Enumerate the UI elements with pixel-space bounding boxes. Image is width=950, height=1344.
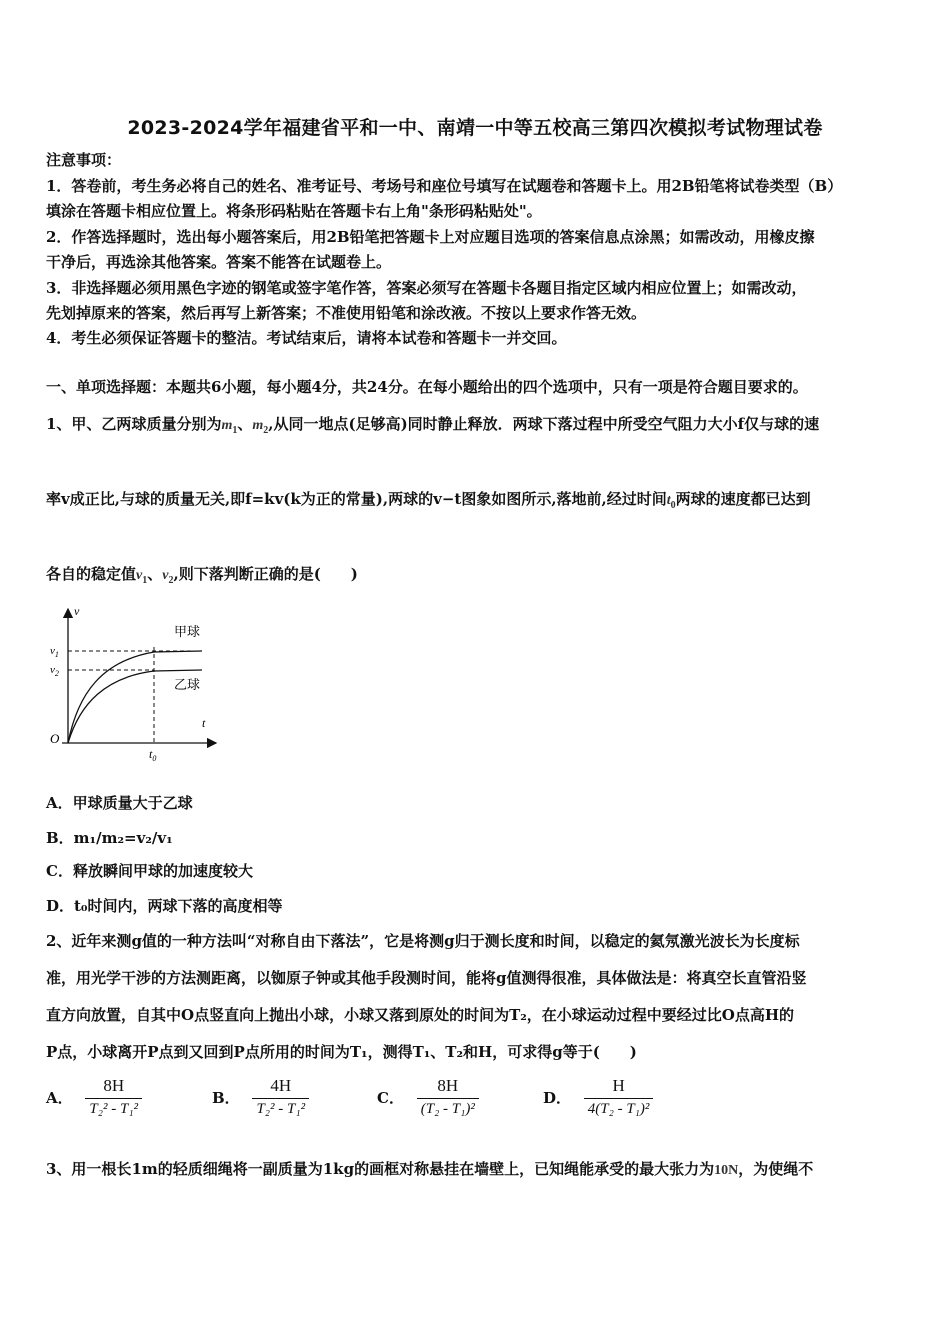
q1-line-1: 1、甲、乙两球质量分别为$m_1$、$m_2$,从同一地点(足够高)同时静止释放．两球下落过程中所受空气阻力大小f仅与球的速 [46,415,820,436]
q2-line-4: P点，小球离开P点到又回到P点所用的时间为T₁，测得T₁、T₂和H，可求得g等于( ) [46,1043,637,1061]
q1-line-2: 率v成正比,与球的质量无关,即f=kv(k为正的常量),两球的v−t图象如图所示,落地前,经过时间$t_0$两球的速度都已达到 [46,490,811,511]
t0-symbol: $t_0$ [666,493,676,511]
curve-jia [68,651,202,743]
q2-option-a: A． $\frac{8H}{\text{T₂² - T₁²}}$ [46,1076,142,1118]
curve-jia-label: 甲球 [174,624,201,639]
curve-yi-label: 乙球 [174,677,201,692]
q1-option-b: B．m₁/m₂=v₂/v₁ [46,829,173,847]
v2-label: $v_2$ [50,664,59,678]
v1-label: $v_1$ [50,645,59,659]
notice-heading: 注意事项： [46,151,122,169]
q2-line-2: 准，用光学干涉的方法测距离，以铷原子钟或其他手段测时间，能将g值测得很准，具体做法是：将真空长直管沿竖 [46,969,807,987]
notice-line-1: 1．答卷前，考生务必将自己的姓名、准考证号、考场号和座位号填写在试题卷和答题卡上。用2B铅笔将试卷类型（B） [46,177,843,195]
notice-line-4: 干净后，再选涂其他答案。答案不能答在试题卷上。 [46,253,392,271]
axis-v-label: v [74,604,80,618]
q1-line-3: 各自的稳定值$v_1$、$v_2$,则下落判断正确的是( ) [46,565,358,586]
force-value: 10N [714,1163,739,1178]
notice-line-6: 先划掉原来的答案，然后再写上新答案；不准使用铅笔和涂改液。不按以上要求作答无效。 [46,304,647,322]
exam-title: 2023-2024学年福建省平和一中、南靖一中等五校高三第四次模拟考试物理试卷 [127,117,823,139]
q1-option-c: C．释放瞬间甲球的加速度较大 [46,862,253,880]
q2-option-b: B． $\frac{4H}{\text{T₂² - T₁²}}$ [212,1076,309,1118]
section-heading: 一、单项选择题：本题共6小题，每小题4分，共24分。在每小题给出的四个选项中，只有一项是符合题目要求的。 [46,378,808,396]
q1-option-a: A．甲球质量大于乙球 [46,794,193,812]
axis-t-label: t [202,716,206,730]
m2-symbol: $m_2$ [252,418,269,436]
m1-symbol: $m_1$ [221,418,238,436]
q2-option-d: D． $\frac{H}{\text{4(T₂ - T₁)²}}$ [543,1076,653,1118]
notice-line-7: 4．考生必须保证答题卡的整洁。考试结束后，请将本试卷和答题卡一并交回。 [46,329,567,347]
v1-symbol: $v_1$ [136,568,148,586]
notice-line-3: 2．作答选择题时，选出每小题答案后，用2B铅笔把答题卡上对应题目选项的答案信息点涂黑；如需改动，用橡皮擦 [46,228,815,246]
q2-line-3: 直方向放置，自其中O点竖直向上抛出小球，小球又落到原处的时间为T₂，在小球运动过程中要经过比O点高H的 [46,1006,795,1024]
q2-line-1: 2、近年来测g值的一种方法叫“对称自由下落法”，它是将测g归于测长度和时间，以稳定的氦氖激光波长为长度标 [46,932,800,950]
notice-line-2: 填涂在答题卡相应位置上。将条形码粘贴在答题卡右上角"条形码粘贴处"。 [46,202,542,220]
vt-graph [44,603,224,763]
t0-label: $t_0$ [149,747,157,763]
v2-symbol: $v_2$ [162,568,174,586]
q2-option-c: C． $\frac{8H}{\text{(T₂ - T₁)²}}$ [377,1076,479,1118]
origin-label: O [50,731,60,746]
q1-option-d: D．t₀时间内，两球下落的高度相等 [46,897,283,915]
q3-line-1: 3、用一根长1m的轻质细绳将一副质量为1kg的画框对称悬挂在墙壁上，已知绳能承受的最大张力为10N，为使绳不 [46,1160,814,1178]
notice-line-5: 3．非选择题必须用黑色字迹的钢笔或签字笔作答，答案必须写在答题卡各题目指定区域内相应位置上；如需改动， [46,279,807,297]
